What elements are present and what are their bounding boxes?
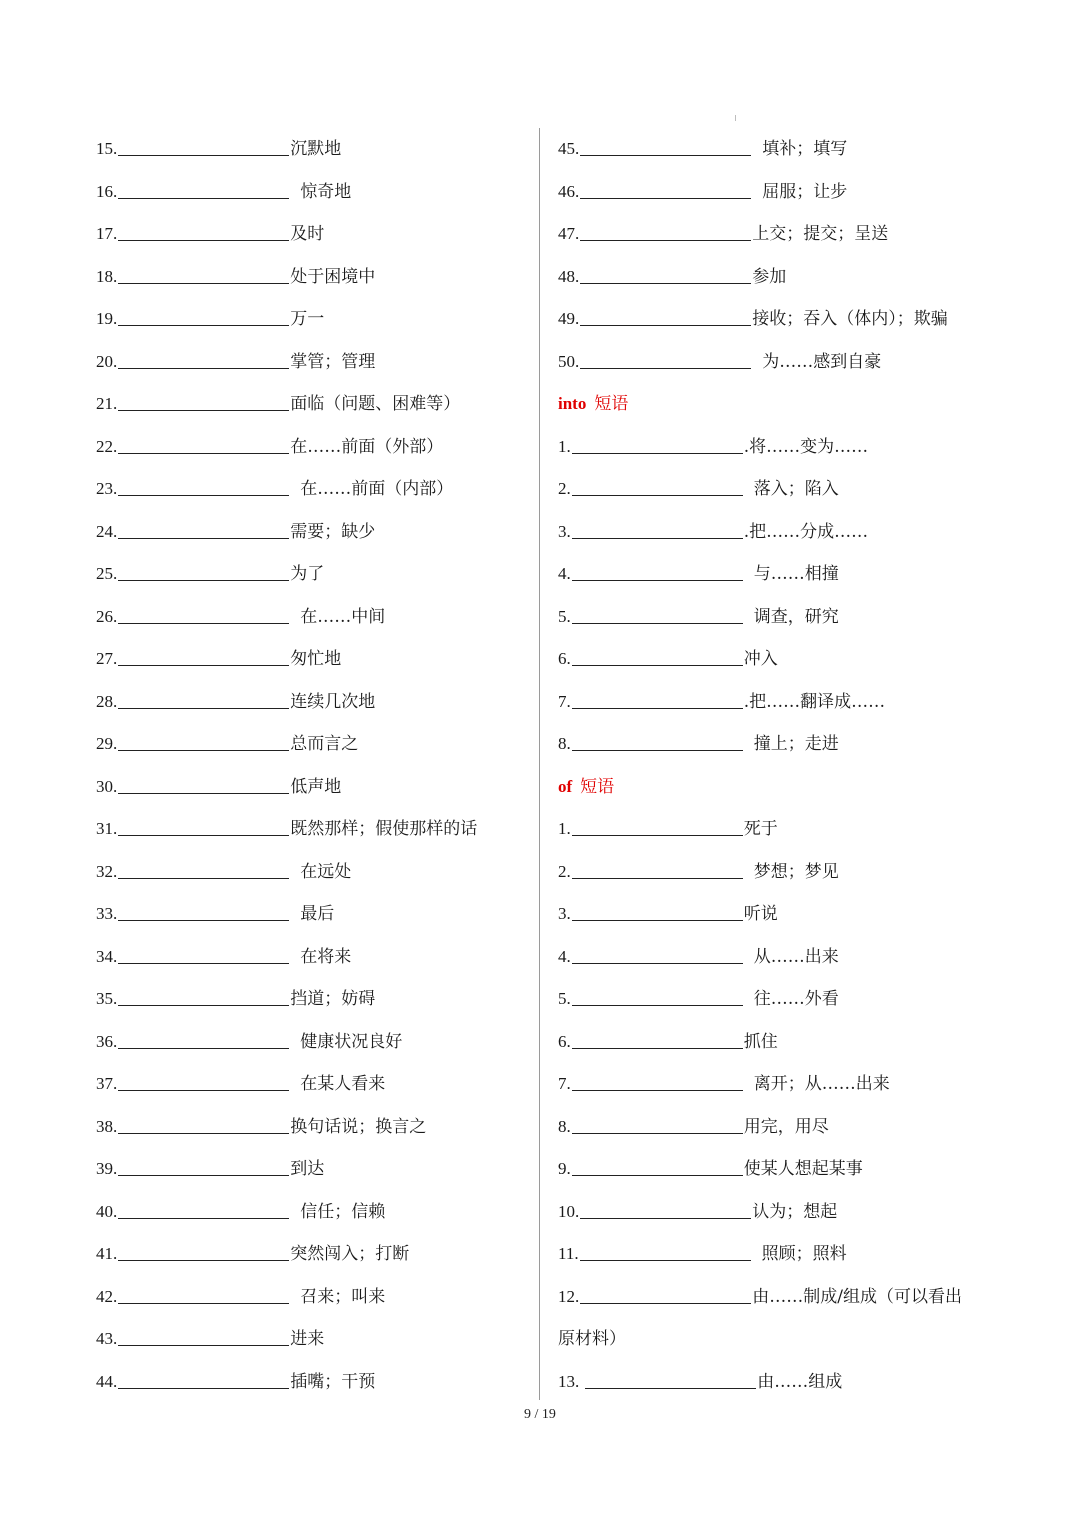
answer-blank[interactable] [118,409,289,411]
item-meaning: 与……相撞 [753,564,839,584]
item-meaning: 从……出来 [753,946,839,967]
item-meaning: 往……外看 [753,989,839,1009]
item-number: 44. [96,1371,118,1391]
answer-blank[interactable] [572,962,743,964]
item-number: 48. [558,266,580,286]
item-meaning: 照顾；照料 [761,1244,847,1264]
item-meaning: 挡道；妨碍 [290,989,376,1009]
item-meaning: 在某人看来 [300,1074,386,1094]
exercise-item [558,681,1018,724]
exercise-item [96,383,526,426]
item-meaning: 低声地 [290,776,342,797]
item-number: 32. [96,861,118,881]
item-number: 37. [96,1074,118,1093]
exercise-item [558,851,1018,894]
answer-blank[interactable] [118,919,289,921]
item-number: 17. [96,224,118,243]
item-number: 7. [558,1074,571,1093]
answer-blank[interactable] [118,1387,289,1389]
item-meaning: 由……组成 [757,1371,843,1392]
exercise-item [96,808,526,851]
item-meaning: 死于 [743,819,778,839]
answer-blank[interactable] [572,919,743,921]
item-number: 26. [96,606,118,626]
item-number: 49. [558,309,580,328]
exercise-item [558,936,1018,979]
item-meaning: 梦想；梦见 [753,861,839,882]
item-number: 18. [96,266,118,286]
answer-blank[interactable] [118,154,289,156]
item-number: 6. [558,1031,571,1051]
exercise-item [558,553,1018,596]
item-number: 11. [558,1244,579,1263]
item-number: 50. [558,351,580,371]
item-number: 5. [558,989,571,1008]
item-number: 1. [558,819,571,838]
exercise-item [96,851,526,894]
exercise-item [96,341,526,384]
item-meaning: 需要；缺少 [290,521,376,542]
item-number: 38. [96,1116,118,1136]
heading-word: of [558,776,573,796]
item-meaning: 召来；叫来 [300,1286,386,1307]
answer-blank[interactable] [118,622,289,624]
item-meaning: 信任；信赖 [300,1201,386,1222]
page-number: 9 / 19 [524,1407,556,1422]
item-meaning: 连续几次地 [290,691,376,712]
exercise-item [558,511,1018,554]
exercise-item [558,1106,1018,1149]
answer-blank[interactable] [118,749,289,751]
item-number: 29. [96,734,118,753]
item-number: 7. [558,691,571,711]
item-number: 1. [558,436,571,456]
answer-blank[interactable] [118,707,289,709]
exercise-item [96,468,526,511]
exercise-item [558,893,1018,936]
item-number: 9. [558,1159,571,1178]
item-number: 21. [96,394,118,413]
item-meaning: 用完，用尽 [743,1116,829,1137]
answer-blank[interactable] [118,664,289,666]
exercise-item [558,468,1018,511]
exercise-item [96,1361,526,1404]
item-number: 30. [96,776,118,796]
item-meaning: 总而言之 [290,734,359,754]
section-heading-into [558,383,1018,426]
item-number: 43. [96,1329,118,1348]
exercise-item [96,1233,526,1276]
heading-label: 短语 [580,776,615,797]
exercise-item [558,298,1018,341]
exercise-item [558,213,1018,256]
answer-blank[interactable] [118,579,289,581]
exercise-item [96,128,526,171]
item-meaning: 插嘴；干预 [290,1371,376,1392]
item-number: 3. [558,904,571,923]
item-meaning: 落入；陷入 [753,479,839,499]
item-meaning: 认为；想起 [752,1201,838,1222]
exercise-item [96,1106,526,1149]
item-number: 33. [96,904,118,923]
exercise-item [96,1276,526,1319]
answer-blank[interactable] [118,1089,289,1091]
item-meaning: 万一 [290,309,325,329]
exercise-item [96,213,526,256]
item-number: 15. [96,139,118,158]
item-number: 19. [96,309,118,328]
item-meaning: 突然闯入；打断 [290,1244,410,1264]
exercise-item [96,723,526,766]
item-meaning: .把……分成…… [743,521,869,542]
item-number: 22. [96,436,118,456]
item-number: 45. [558,139,580,158]
item-number: 10. [558,1201,580,1221]
answer-blank[interactable] [572,707,743,709]
exercise-item [96,596,526,639]
item-number: 23. [96,479,118,498]
exercise-item [558,1361,1018,1404]
answer-blank[interactable] [118,324,289,326]
answer-blank[interactable] [118,1047,289,1049]
exercise-item [96,511,526,554]
heading-label: 短语 [594,394,629,414]
answer-blank[interactable] [572,537,743,539]
answer-blank[interactable] [585,1387,756,1389]
right-column [558,128,1018,1403]
answer-blank[interactable] [580,324,751,326]
of-phrase-list [558,808,1018,1318]
item-number: 25. [96,564,118,583]
item-meaning: 为了 [290,564,325,584]
item-meaning: .将……变为…… [743,436,869,457]
item-meaning: 上交；提交；呈送 [752,224,889,244]
answer-blank[interactable] [572,622,743,624]
answer-blank[interactable] [580,1259,751,1261]
item-meaning: 撞上；走进 [753,734,839,754]
answer-blank[interactable] [572,834,743,836]
item-meaning: 匆忙地 [290,649,342,669]
answer-blank[interactable] [118,877,289,879]
answer-blank[interactable] [118,1004,289,1006]
item-meaning: 沉默地 [290,139,342,159]
item-number: 24. [96,521,118,541]
item-number: 36. [96,1031,118,1051]
exercise-item [96,256,526,299]
exercise-item [96,1318,526,1361]
exercise-item [96,1021,526,1064]
item-number: 4. [558,564,571,583]
answer-blank[interactable] [572,877,743,879]
item-number: 12. [558,1286,580,1306]
item-meaning: 屈服；让步 [762,181,848,202]
item-number: 47. [558,224,580,243]
exercise-item [96,766,526,809]
item-meaning: 离开；从……出来 [753,1074,890,1094]
exercise-item [96,1191,526,1234]
answer-blank[interactable] [118,537,289,539]
exercise-item [558,171,1018,214]
exercise-item [558,1276,1018,1319]
item-number: 40. [96,1201,118,1221]
exercise-item [96,1148,526,1191]
section-heading-of [558,766,1018,809]
exercise-item [558,978,1018,1021]
item-meaning: 由……制成/组成（可以看出 [752,1286,962,1307]
exercise-item [558,723,1018,766]
item-meaning: 在远处 [300,861,352,882]
answer-blank[interactable] [580,239,751,241]
answer-blank[interactable] [118,1302,289,1304]
answer-blank[interactable] [572,664,743,666]
item-number: 46. [558,181,580,201]
item-meaning: 惊奇地 [300,181,352,202]
item-meaning: 为……感到自豪 [762,351,882,372]
answer-blank[interactable] [118,367,289,369]
item-meaning: 在……前面（外部） [290,436,444,457]
answer-blank[interactable] [118,1132,289,1134]
item-meaning: 调查，研究 [753,606,839,627]
exercise-item [558,128,1018,171]
exercise-item [96,298,526,341]
exercise-item [96,638,526,681]
exercise-item [96,426,526,469]
item-number: 3. [558,521,571,541]
answer-blank[interactable] [118,1344,289,1346]
scan-mark [735,115,736,121]
answer-blank[interactable] [118,792,289,794]
item-meaning: 到达 [290,1159,325,1179]
answer-blank[interactable] [118,197,289,199]
item-number: 6. [558,649,571,668]
exercise-item [558,341,1018,384]
answer-blank[interactable] [580,367,751,369]
phrase-list-continued [558,128,1018,383]
exercise-item [558,638,1018,681]
item-number: 2. [558,479,571,498]
answer-blank[interactable] [580,154,751,156]
item-number: 16. [96,181,118,201]
item-meaning: 冲入 [743,649,778,669]
item-meaning: 使某人想起某事 [743,1159,863,1179]
answer-blank[interactable] [118,1174,289,1176]
answer-blank[interactable] [118,834,289,836]
answer-blank[interactable] [572,494,743,496]
exercise-item [96,893,526,936]
answer-blank[interactable] [118,1259,289,1261]
into-phrase-list [558,426,1018,766]
item-number: 8. [558,734,571,753]
item-number: 8. [558,1116,571,1136]
item-number: 31. [96,819,118,838]
answer-blank[interactable] [118,1217,289,1219]
item-meaning: 最后 [300,904,335,924]
exercise-item [558,596,1018,639]
exercise-item [558,1021,1018,1064]
item-meaning: .把……翻译成…… [743,691,886,712]
exercise-item [96,553,526,596]
answer-blank[interactable] [572,1132,743,1134]
answer-blank[interactable] [580,1302,751,1304]
answer-blank[interactable] [572,579,743,581]
item-number: 42. [96,1286,118,1306]
item-meaning: 填补；填写 [762,139,848,159]
exercise-item [96,171,526,214]
answer-blank[interactable] [572,452,743,454]
item-meaning: 接收；吞入（体内）；欺骗 [752,309,948,329]
item-meaning: 抓住 [743,1031,778,1052]
answer-blank[interactable] [118,962,289,964]
item-meaning: 掌管；管理 [290,351,376,372]
item-meaning: 处于困境中 [290,266,376,287]
answer-blank[interactable] [572,1174,743,1176]
item-number: 4. [558,946,571,966]
item-number: 13. [558,1371,580,1391]
item-number: 35. [96,989,118,1008]
item-meaning: 在将来 [300,946,352,967]
item-meaning: 在……中间 [300,606,386,627]
exercise-item [96,936,526,979]
answer-blank[interactable] [118,239,289,241]
item-number: 41. [96,1244,118,1263]
item-number: 28. [96,691,118,711]
item-meaning: 在……前面（内部） [300,479,454,499]
item-meaning: 听说 [743,904,778,924]
item-meaning: 面临（问题、困难等） [290,394,461,414]
answer-blank[interactable] [118,494,289,496]
of-phrase-list-last [558,1361,1018,1404]
item-number: 39. [96,1159,118,1178]
item-number: 2. [558,861,571,881]
item-number: 34. [96,946,118,966]
exercise-item [558,1148,1018,1191]
item-number: 5. [558,606,571,626]
answer-blank[interactable] [572,1004,743,1006]
item-number: 20. [96,351,118,371]
exercise-item [558,1191,1018,1234]
exercise-item [558,256,1018,299]
item-number: 27. [96,649,118,668]
item-meaning: 既然那样；假使那样的话 [290,819,478,839]
exercise-item [558,1063,1018,1106]
exercise-item [558,808,1018,851]
exercise-item [558,426,1018,469]
exercise-item [96,978,526,1021]
answer-blank[interactable] [572,1047,743,1049]
heading-word: into [558,394,587,413]
item-meaning: 及时 [290,224,325,244]
answer-blank[interactable] [118,282,289,284]
answer-blank[interactable] [580,282,751,284]
item-meaning: 进来 [290,1329,325,1349]
exercise-item [96,1063,526,1106]
answer-blank[interactable] [580,1217,751,1219]
exercise-item [558,1233,1018,1276]
item-meaning: 换句话说；换言之 [290,1116,427,1137]
left-column [96,128,526,1403]
answer-blank[interactable] [572,1089,743,1091]
answer-blank[interactable] [572,749,743,751]
item-meaning: 参加 [752,266,787,287]
answer-blank[interactable] [580,197,751,199]
exercise-item [96,681,526,724]
item-continuation: 原材料） [558,1329,626,1349]
answer-blank[interactable] [118,452,289,454]
column-divider [539,128,540,1400]
item-meaning: 健康状况良好 [300,1031,403,1052]
